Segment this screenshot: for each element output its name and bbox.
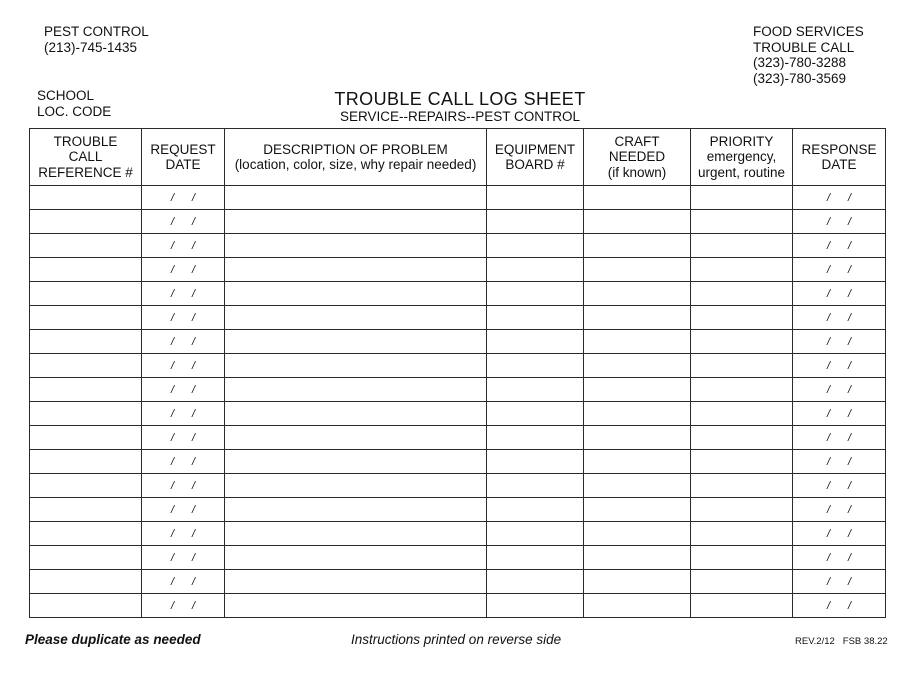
cell-reference[interactable] (30, 594, 142, 618)
cell-priority[interactable] (691, 378, 793, 402)
date-slash: / (848, 383, 852, 396)
date-slash: / (170, 335, 174, 348)
cell-request-date[interactable] (142, 546, 225, 570)
cell-reference[interactable] (30, 522, 142, 546)
cell-equipment-board[interactable] (487, 330, 584, 354)
cell-description[interactable] (225, 522, 487, 546)
date-slashes (142, 576, 224, 588)
date-slash: / (848, 215, 852, 228)
cell-response-date[interactable] (793, 450, 886, 474)
cell-priority[interactable] (691, 282, 793, 306)
date-slashes (142, 288, 224, 300)
date-slash: / (826, 503, 830, 516)
cell-request-date[interactable] (142, 594, 225, 618)
date-slash: / (192, 287, 196, 300)
date-slash: / (192, 383, 196, 396)
cell-request-date[interactable] (142, 210, 225, 234)
cell-priority[interactable] (691, 354, 793, 378)
date-slash: / (826, 431, 830, 444)
cell-description[interactable] (225, 546, 487, 570)
date-slashes (793, 528, 885, 540)
cell-reference[interactable] (30, 330, 142, 354)
date-slashes (793, 216, 885, 228)
cell-craft-needed[interactable] (584, 498, 691, 522)
cell-response-date[interactable] (793, 378, 886, 402)
cell-description[interactable] (225, 306, 487, 330)
date-slash: / (170, 383, 174, 396)
cell-description[interactable] (225, 378, 487, 402)
date-slash: / (848, 311, 852, 324)
date-slash: / (826, 455, 830, 468)
cell-reference[interactable] (30, 426, 142, 450)
date-slash: / (826, 311, 830, 324)
column-header-priority (691, 129, 793, 186)
date-slash: / (170, 479, 174, 492)
date-slash: / (826, 359, 830, 372)
cell-equipment-board[interactable] (487, 474, 584, 498)
cell-reference[interactable] (30, 570, 142, 594)
column-header-response-date (793, 129, 886, 186)
cell-craft-needed[interactable] (584, 474, 691, 498)
date-slash: / (192, 407, 196, 420)
column-header-line: CRAFT (614, 133, 660, 149)
cell-priority[interactable] (691, 498, 793, 522)
date-slashes (142, 360, 224, 372)
date-slashes (793, 312, 885, 324)
cell-response-date[interactable] (793, 186, 886, 210)
date-slashes (142, 504, 224, 516)
date-slash: / (192, 191, 196, 204)
date-slashes (793, 408, 885, 420)
date-slash: / (848, 551, 852, 564)
date-slash: / (192, 575, 196, 588)
cell-response-date[interactable] (793, 522, 886, 546)
cell-reference[interactable] (30, 450, 142, 474)
date-slash: / (826, 263, 830, 276)
column-header-line: DESCRIPTION OF PROBLEM (263, 141, 448, 157)
table-row (30, 378, 886, 402)
cell-response-date[interactable] (793, 426, 886, 450)
date-slash: / (170, 263, 174, 276)
cell-response-date[interactable] (793, 498, 886, 522)
date-slash: / (170, 287, 174, 300)
table-row (30, 306, 886, 330)
cell-reference[interactable] (30, 234, 142, 258)
date-slashes (142, 432, 224, 444)
column-header-line: RESPONSE (801, 141, 877, 157)
cell-response-date[interactable] (793, 234, 886, 258)
date-slash: / (848, 287, 852, 300)
date-slashes (142, 192, 224, 204)
column-header-reference (30, 129, 142, 186)
cell-priority[interactable] (691, 258, 793, 282)
date-slashes (793, 576, 885, 588)
cell-request-date[interactable] (142, 450, 225, 474)
date-slash: / (826, 599, 830, 612)
date-slash: / (848, 407, 852, 420)
cell-description[interactable] (225, 450, 487, 474)
cell-priority[interactable] (691, 450, 793, 474)
form-number: FSB 38.22 (842, 636, 888, 647)
cell-request-date[interactable] (142, 498, 225, 522)
cell-description[interactable] (225, 570, 487, 594)
date-slashes (142, 240, 224, 252)
cell-description[interactable] (225, 402, 487, 426)
school-loc-code-label (37, 88, 111, 119)
column-header-line: NEEDED (608, 149, 666, 165)
date-slashes (142, 312, 224, 324)
cell-request-date[interactable] (142, 306, 225, 330)
date-slash: / (826, 575, 830, 588)
cell-equipment-board[interactable] (487, 522, 584, 546)
cell-craft-needed[interactable] (584, 354, 691, 378)
cell-equipment-board[interactable] (487, 306, 584, 330)
date-slashes (793, 264, 885, 276)
food-services-phone-1: (323)-780-3288 (753, 55, 847, 70)
cell-craft-needed[interactable] (584, 234, 691, 258)
date-slash: / (192, 551, 196, 564)
column-header-line: (if known) (607, 164, 667, 180)
table-row (30, 474, 886, 498)
cell-response-date[interactable] (793, 210, 886, 234)
page-title: TROUBLE CALL LOG SHEET (334, 89, 586, 109)
date-slashes (142, 456, 224, 468)
table-row (30, 498, 886, 522)
cell-equipment-board[interactable] (487, 282, 584, 306)
date-slash: / (170, 215, 174, 228)
cell-description[interactable] (225, 498, 487, 522)
date-slash: / (192, 215, 196, 228)
date-slash: / (192, 479, 196, 492)
date-slash: / (848, 335, 852, 348)
date-slash: / (848, 503, 852, 516)
cell-equipment-board[interactable] (487, 450, 584, 474)
cell-priority[interactable] (691, 234, 793, 258)
cell-description[interactable] (225, 354, 487, 378)
date-slash: / (170, 191, 174, 204)
date-slashes (793, 456, 885, 468)
column-header-line: DATE (821, 157, 857, 172)
cell-request-date[interactable] (142, 330, 225, 354)
date-slash: / (848, 479, 852, 492)
cell-equipment-board[interactable] (487, 258, 584, 282)
date-slashes (142, 408, 224, 420)
cell-request-date[interactable] (142, 234, 225, 258)
cell-craft-needed[interactable] (584, 282, 691, 306)
cell-equipment-board[interactable] (487, 210, 584, 234)
date-slash: / (192, 263, 196, 276)
table-row (30, 594, 886, 618)
date-slash: / (826, 335, 830, 348)
cell-priority[interactable] (691, 546, 793, 570)
cell-craft-needed[interactable] (584, 426, 691, 450)
date-slash: / (192, 239, 196, 252)
cell-craft-needed[interactable] (584, 378, 691, 402)
cell-priority[interactable] (691, 474, 793, 498)
date-slash: / (192, 311, 196, 324)
trouble-call-log-table (29, 128, 886, 618)
cell-craft-needed[interactable] (584, 594, 691, 618)
table-row (30, 402, 886, 426)
column-header-line: urgent, routine (697, 164, 786, 180)
date-slash: / (826, 287, 830, 300)
date-slash: / (826, 551, 830, 564)
cell-request-date[interactable] (142, 258, 225, 282)
column-header-line: EQUIPMENT (494, 141, 576, 157)
instructions-note: Instructions printed on reverse side (351, 632, 562, 647)
date-slashes (793, 240, 885, 252)
table-row (30, 426, 886, 450)
cell-request-date[interactable] (142, 522, 225, 546)
pest-control-contact (44, 24, 149, 55)
date-slashes (793, 432, 885, 444)
duplicate-note: Please duplicate as needed (25, 632, 201, 647)
cell-priority[interactable] (691, 210, 793, 234)
cell-equipment-board[interactable] (487, 186, 584, 210)
cell-description[interactable] (225, 474, 487, 498)
cell-reference[interactable] (30, 210, 142, 234)
cell-craft-needed[interactable] (584, 258, 691, 282)
cell-equipment-board[interactable] (487, 234, 584, 258)
cell-reference[interactable] (30, 354, 142, 378)
cell-reference[interactable] (30, 282, 142, 306)
cell-reference[interactable] (30, 186, 142, 210)
date-slash: / (848, 455, 852, 468)
cell-reference[interactable] (30, 378, 142, 402)
table-row (30, 354, 886, 378)
cell-response-date[interactable] (793, 306, 886, 330)
column-header-line: BOARD # (505, 157, 565, 172)
date-slash: / (848, 575, 852, 588)
date-slashes (793, 552, 885, 564)
cell-equipment-board[interactable] (487, 426, 584, 450)
form-revision (795, 636, 888, 647)
cell-craft-needed[interactable] (584, 402, 691, 426)
date-slash: / (826, 239, 830, 252)
table-row (30, 258, 886, 282)
cell-description[interactable] (225, 426, 487, 450)
date-slash: / (848, 431, 852, 444)
cell-craft-needed[interactable] (584, 330, 691, 354)
cell-description[interactable] (225, 258, 487, 282)
pest-control-phone: (213)-745-1435 (44, 39, 138, 55)
date-slash: / (170, 455, 174, 468)
date-slash: / (826, 215, 830, 228)
cell-description[interactable] (225, 282, 487, 306)
loc-code-label: LOC. CODE (37, 103, 112, 119)
cell-request-date[interactable] (142, 402, 225, 426)
cell-response-date[interactable] (793, 546, 886, 570)
cell-response-date[interactable] (793, 330, 886, 354)
date-slash: / (170, 599, 174, 612)
date-slashes (793, 384, 885, 396)
date-slash: / (192, 335, 196, 348)
column-header-line: CALL (68, 149, 103, 165)
date-slash: / (826, 479, 830, 492)
date-slash: / (170, 431, 174, 444)
date-slash: / (192, 359, 196, 372)
table-row (30, 546, 886, 570)
cell-equipment-board[interactable] (487, 402, 584, 426)
column-header-line: (location, color, size, why repair needed) (234, 157, 477, 172)
column-header-equipment-board (487, 129, 584, 186)
date-slash: / (170, 311, 174, 324)
cell-response-date[interactable] (793, 402, 886, 426)
cell-request-date[interactable] (142, 570, 225, 594)
cell-craft-needed[interactable] (584, 210, 691, 234)
cell-craft-needed[interactable] (584, 186, 691, 210)
food-services-label: FOOD SERVICES (753, 24, 864, 39)
date-slash: / (192, 455, 196, 468)
cell-priority[interactable] (691, 522, 793, 546)
date-slash: / (826, 191, 830, 204)
cell-description[interactable] (225, 186, 487, 210)
date-slash: / (170, 527, 174, 540)
cell-priority[interactable] (691, 402, 793, 426)
pest-control-label: PEST CONTROL (44, 24, 149, 39)
date-slashes (793, 480, 885, 492)
cell-request-date[interactable] (142, 474, 225, 498)
cell-equipment-board[interactable] (487, 570, 584, 594)
cell-craft-needed[interactable] (584, 450, 691, 474)
date-slash: / (170, 407, 174, 420)
cell-response-date[interactable] (793, 258, 886, 282)
date-slash: / (848, 599, 852, 612)
cell-reference[interactable] (30, 474, 142, 498)
cell-equipment-board[interactable] (487, 498, 584, 522)
date-slash: / (192, 527, 196, 540)
cell-request-date[interactable] (142, 426, 225, 450)
table-row (30, 330, 886, 354)
cell-response-date[interactable] (793, 474, 886, 498)
cell-request-date[interactable] (142, 282, 225, 306)
date-slash: / (848, 527, 852, 540)
column-header-request-date (142, 129, 225, 186)
date-slash: / (170, 575, 174, 588)
cell-reference[interactable] (30, 546, 142, 570)
table-row (30, 570, 886, 594)
column-header-description (225, 129, 487, 186)
cell-priority[interactable] (691, 426, 793, 450)
date-slashes (142, 336, 224, 348)
date-slashes (793, 360, 885, 372)
table-row (30, 234, 886, 258)
cell-craft-needed[interactable] (584, 570, 691, 594)
school-label: SCHOOL (37, 88, 95, 103)
cell-description[interactable] (225, 210, 487, 234)
date-slash: / (848, 359, 852, 372)
date-slashes (142, 600, 224, 612)
page-subtitle: SERVICE--REPAIRS--PEST CONTROL (339, 109, 581, 124)
cell-response-date[interactable] (793, 354, 886, 378)
date-slash: / (826, 527, 830, 540)
date-slashes (142, 384, 224, 396)
revision-label: REV.2/12 (795, 636, 835, 647)
cell-reference[interactable] (30, 306, 142, 330)
date-slash: / (192, 431, 196, 444)
date-slashes (142, 264, 224, 276)
food-services-phone-2: (323)-780-3569 (753, 70, 847, 86)
cell-craft-needed[interactable] (584, 522, 691, 546)
date-slash: / (170, 359, 174, 372)
date-slash: / (192, 503, 196, 516)
table-row (30, 282, 886, 306)
column-header-line: emergency, (706, 149, 777, 165)
cell-equipment-board[interactable] (487, 546, 584, 570)
table-row (30, 210, 886, 234)
cell-reference[interactable] (30, 258, 142, 282)
cell-priority[interactable] (691, 186, 793, 210)
column-header-craft-needed (584, 129, 691, 186)
date-slash: / (848, 239, 852, 252)
date-slash: / (826, 407, 830, 420)
table-row (30, 186, 886, 210)
trouble-call-label: TROUBLE CALL (753, 39, 855, 55)
date-slash: / (192, 599, 196, 612)
cell-request-date[interactable] (142, 378, 225, 402)
cell-priority[interactable] (691, 330, 793, 354)
table-row (30, 522, 886, 546)
cell-craft-needed[interactable] (584, 306, 691, 330)
cell-reference[interactable] (30, 402, 142, 426)
cell-response-date[interactable] (793, 570, 886, 594)
cell-description[interactable] (225, 330, 487, 354)
date-slash: / (848, 191, 852, 204)
cell-description[interactable] (225, 234, 487, 258)
date-slashes (793, 288, 885, 300)
cell-craft-needed[interactable] (584, 546, 691, 570)
cell-reference[interactable] (30, 498, 142, 522)
cell-priority[interactable] (691, 570, 793, 594)
food-services-contact (753, 24, 864, 86)
table-body (30, 186, 886, 618)
date-slash: / (848, 263, 852, 276)
column-header-line: REQUEST (150, 141, 216, 157)
cell-priority[interactable] (691, 306, 793, 330)
date-slashes (142, 216, 224, 228)
date-slash: / (170, 503, 174, 516)
date-slashes (142, 528, 224, 540)
cell-equipment-board[interactable] (487, 594, 584, 618)
date-slash: / (170, 551, 174, 564)
date-slash: / (170, 239, 174, 252)
date-slashes (793, 600, 885, 612)
column-header-line: PRIORITY (709, 133, 774, 149)
date-slashes (793, 192, 885, 204)
cell-response-date[interactable] (793, 594, 886, 618)
cell-equipment-board[interactable] (487, 378, 584, 402)
cell-request-date[interactable] (142, 186, 225, 210)
cell-response-date[interactable] (793, 282, 886, 306)
column-header-line: REFERENCE # (38, 164, 133, 180)
table-row (30, 450, 886, 474)
cell-equipment-board[interactable] (487, 354, 584, 378)
date-slashes (793, 336, 885, 348)
table-header-row (30, 129, 886, 186)
cell-description[interactable] (225, 594, 487, 618)
date-slash: / (826, 383, 830, 396)
date-slashes (142, 552, 224, 564)
cell-request-date[interactable] (142, 354, 225, 378)
column-header-line: TROUBLE (53, 133, 118, 149)
column-header-line: DATE (165, 157, 201, 172)
date-slashes (793, 504, 885, 516)
date-slashes (142, 480, 224, 492)
cell-priority[interactable] (691, 594, 793, 618)
